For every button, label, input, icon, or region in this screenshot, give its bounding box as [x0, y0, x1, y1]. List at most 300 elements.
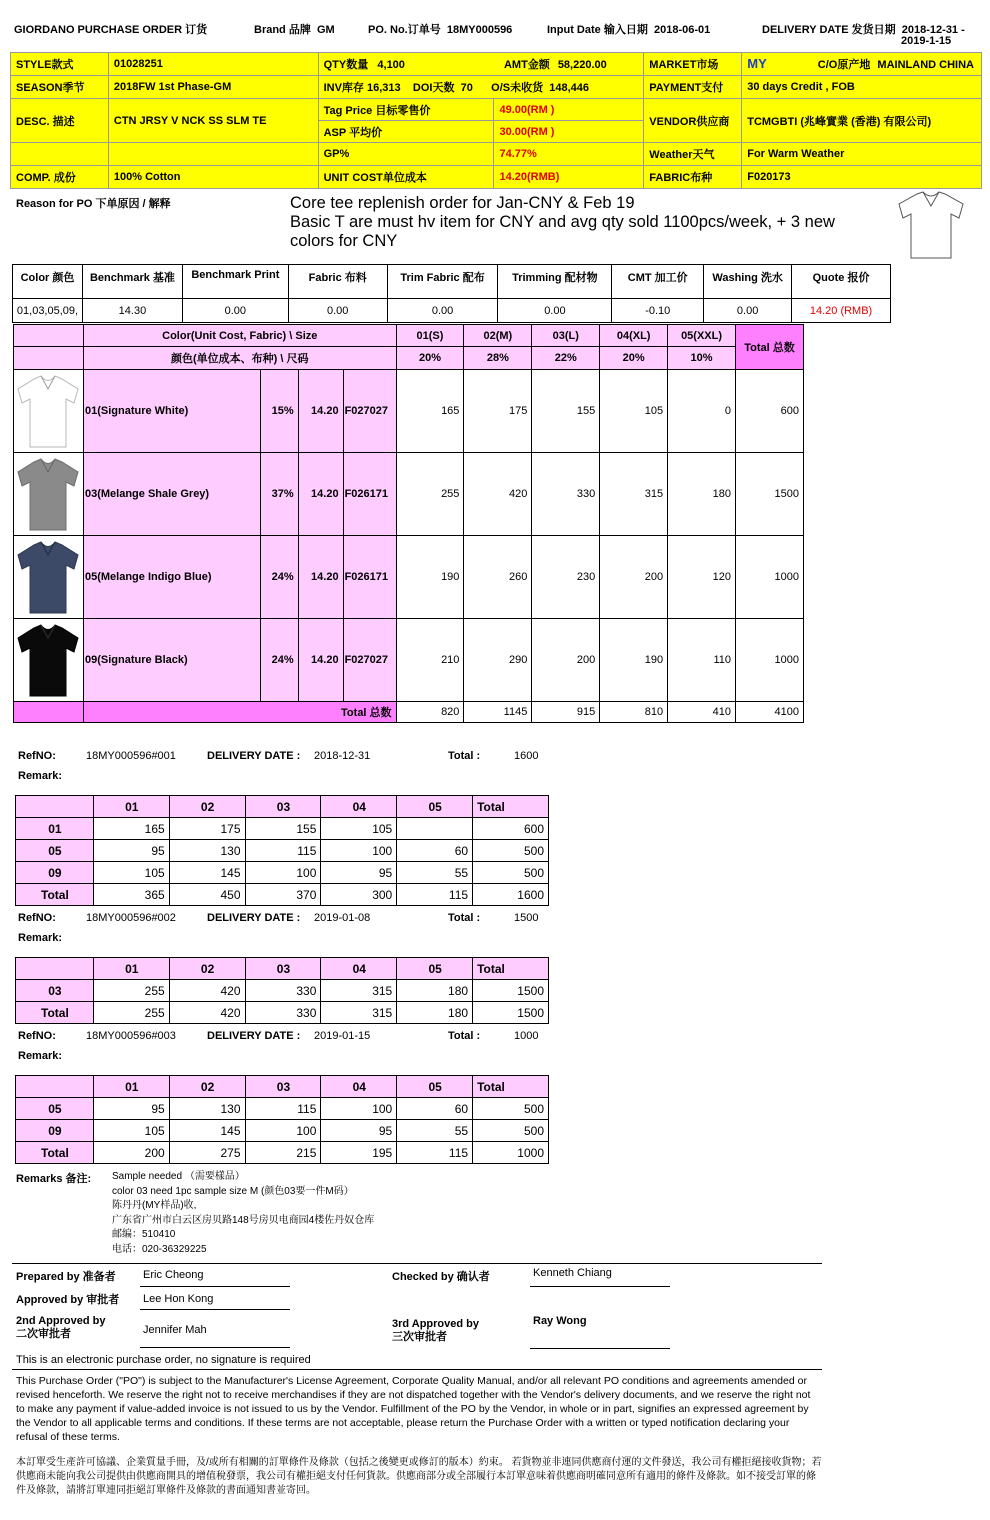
sum-cell: 115 — [397, 1142, 473, 1164]
reason-line: Core tee replenish order for Jan-CNY & Feb 19 — [290, 194, 635, 212]
grand-total: 1600 — [473, 884, 549, 906]
bench-header: Benchmark 基准 — [82, 265, 182, 299]
totals-row — [16, 1002, 549, 1024]
delivery-date-label: DELIVERY DATE 发货日期 — [762, 24, 896, 36]
color-fabric: F027027 — [343, 370, 396, 453]
tag-price-label: Tag Price 目标零售价 — [318, 99, 494, 121]
benchmark-table — [12, 264, 891, 323]
second-approval-label — [16, 1315, 105, 1341]
qty-cell: 165 — [93, 818, 169, 840]
asp-value: 30.00(RM ) — [494, 121, 644, 143]
qty-cell: 175 — [169, 818, 245, 840]
col-header: 05 — [397, 1076, 473, 1098]
bench-value: 0.00 — [387, 299, 498, 323]
table-row — [16, 862, 549, 884]
second-approval-label-zh: 二次审批者 — [16, 1328, 71, 1340]
sum-cell: 255 — [93, 1002, 169, 1024]
third-approval-name: Ray Wong — [530, 1315, 670, 1349]
delivery-table — [15, 1075, 549, 1164]
blank-cell — [16, 958, 94, 980]
refno-value: 18MY000596#001 — [86, 750, 176, 762]
row-total: 600 — [473, 818, 549, 840]
qty-cell: 105 — [93, 862, 169, 884]
qty-cell: 165 — [396, 370, 464, 453]
weather-value: For Warm Weather — [742, 143, 982, 166]
reason-label: Reason for PO 下单原因 / 解释 — [16, 198, 171, 210]
sum-cell: 315 — [321, 1002, 397, 1024]
qty-cell: 260 — [464, 536, 532, 619]
sum-cell: 820 — [396, 702, 464, 723]
qty-cell: 100 — [321, 840, 397, 862]
po-title: GIORDANO PURCHASE ORDER 订货 — [14, 24, 208, 36]
size-ratio: 28% — [464, 347, 532, 370]
row-total: 1000 — [736, 536, 804, 619]
desc-value: CTN JRSY V NCK SS SLM TE — [108, 99, 318, 143]
col-header: 05 — [397, 958, 473, 980]
sum-cell: 215 — [245, 1142, 321, 1164]
asp-label: ASP 平均价 — [318, 121, 494, 143]
refno-value: 18MY000596#002 — [86, 912, 176, 924]
season-value: 2018FW 1st Phase-GM — [108, 76, 318, 99]
qty-cell: 155 — [532, 370, 600, 453]
divider — [12, 1369, 822, 1370]
bench-header: Color 颜色 — [13, 265, 83, 299]
delivery-value: 2019-01-15 — [314, 1030, 371, 1042]
qty-cell: 115 — [245, 840, 321, 862]
bench-header: Quote 报价 — [792, 265, 891, 299]
qty-value: 4,100 — [377, 59, 405, 71]
bench-header: CMT 加工价 — [612, 265, 704, 299]
approved-label: Approved by 审批者 — [16, 1294, 120, 1306]
col-header: 04 — [321, 1076, 397, 1098]
swatch-cell — [14, 370, 84, 453]
qty-cell: 175 — [464, 370, 532, 453]
qty-cell: 255 — [396, 453, 464, 536]
qty-cell: 110 — [668, 619, 736, 702]
remarks-label: Remarks 备注: — [16, 1173, 92, 1185]
qty-cell: 190 — [396, 536, 464, 619]
input-date-value: 2018-06-01 — [653, 24, 711, 36]
sum-cell: 1145 — [464, 702, 532, 723]
row-total: 500 — [473, 840, 549, 862]
total-label: Total : — [448, 1030, 481, 1042]
row-header: 01 — [16, 818, 94, 840]
qty-cell: 100 — [245, 862, 321, 884]
delivery-date-end: 2019-1-15 — [901, 35, 952, 47]
col-header: 03 — [245, 1076, 321, 1098]
color-fabric: F027027 — [343, 619, 396, 702]
remark-line: 陈丹丹(MY样品)收, — [112, 1200, 197, 1211]
qty-cell: 95 — [93, 1098, 169, 1120]
col-header: 01 — [93, 1076, 169, 1098]
col-header: 05 — [397, 796, 473, 818]
table-row — [14, 619, 804, 702]
doi-value: 70 — [460, 82, 473, 94]
qty-cell: 60 — [397, 1098, 473, 1120]
size-header: 05(XXL) — [668, 325, 736, 347]
qty-cell: 120 — [668, 536, 736, 619]
qty-cell: 55 — [397, 1120, 473, 1142]
bench-header: Benchmark Print — [182, 265, 288, 299]
blank-cell — [14, 325, 84, 347]
color-fabric: F026171 — [343, 536, 396, 619]
size-ratio: 22% — [532, 347, 600, 370]
row-header: 05 — [16, 1098, 94, 1120]
vendor-value: TCMGBTI (兆峰實業 (香港) 有限公司) — [742, 99, 982, 143]
co-label: C/O原产地 — [817, 59, 871, 71]
sum-cell: 810 — [600, 702, 668, 723]
os-label: O/S未收货 — [491, 82, 544, 94]
size-ratio: 20% — [396, 347, 464, 370]
qty-cell: 315 — [321, 980, 397, 1002]
qty-amt-cell — [318, 53, 644, 76]
row-total: 500 — [473, 862, 549, 884]
remark-line: color 03 need 1pc sample size M (颜色03要一件M码） — [112, 1185, 354, 1197]
amt-value: 58,220.00 — [557, 59, 607, 71]
fabric-label: FABRIC布种 — [644, 166, 742, 189]
color-name: 01(Signature White) — [83, 370, 260, 453]
qty-label: QTY数量 — [323, 59, 369, 71]
qty-cell: 210 — [396, 619, 464, 702]
delivery-value: 2019-01-08 — [314, 912, 371, 924]
row-header-total: Total — [16, 1002, 94, 1024]
qty-cell: 145 — [169, 1120, 245, 1142]
tshirt-indigo-icon — [14, 537, 82, 617]
color-name: 05(Melange Indigo Blue) — [83, 536, 260, 619]
tshirt-sketch-icon — [893, 188, 969, 262]
col-header: 01 — [93, 958, 169, 980]
qty-cell: 60 — [397, 840, 473, 862]
size-header-en: Color(Unit Cost, Fabric) \ Size — [83, 325, 396, 347]
qty-cell: 180 — [668, 453, 736, 536]
qty-cell: 230 — [532, 536, 600, 619]
color-cost: 14.20 — [298, 370, 343, 453]
size-header-zh: 颜色(单位成本、布种) \ 尺码 — [83, 347, 396, 370]
sum-cell: 365 — [93, 884, 169, 906]
refno-label: RefNO: — [18, 912, 56, 924]
total-value: 1000 — [514, 1030, 539, 1042]
delivery-label: DELIVERY DATE : — [207, 1030, 301, 1042]
col-header: 02 — [169, 1076, 245, 1098]
remark-line: 广东省广州市白云区房贝路148号房贝电商园4楼佐丹奴仓库 — [112, 1214, 375, 1226]
total-label: Total : — [448, 912, 481, 924]
bench-value: 01,03,05,09, — [13, 299, 83, 323]
sum-cell: 450 — [169, 884, 245, 906]
po-number-value: 18MY000596 — [446, 24, 513, 36]
inv-doi-os-cell — [318, 76, 644, 99]
qty-cell: 290 — [464, 619, 532, 702]
size-header: 04(XL) — [600, 325, 668, 347]
delivery-table — [15, 795, 549, 906]
remark-label: Remark: — [18, 1050, 63, 1062]
table-row — [16, 1098, 549, 1120]
tshirt-grey-icon — [14, 454, 82, 534]
swatch-cell — [14, 453, 84, 536]
qty-cell: 95 — [93, 840, 169, 862]
qty-cell: 420 — [169, 980, 245, 1002]
checked-label: Checked by 确认者 — [392, 1271, 490, 1283]
refno-value: 18MY000596#003 — [86, 1030, 176, 1042]
qty-cell: 420 — [464, 453, 532, 536]
electronic-note: This is an electronic purchase order, no signature is required — [16, 1354, 311, 1366]
total-label: Total : — [448, 750, 481, 762]
size-ratio: 10% — [668, 347, 736, 370]
brand-label: Brand 品牌 — [254, 24, 311, 36]
row-total: 600 — [736, 370, 804, 453]
sum-cell: 195 — [321, 1142, 397, 1164]
table-row — [14, 536, 804, 619]
brand-value: GM — [316, 24, 335, 36]
qty-cell: 105 — [600, 370, 668, 453]
qty-cell: 330 — [245, 980, 321, 1002]
qty-cell: 200 — [600, 536, 668, 619]
sum-cell: 275 — [169, 1142, 245, 1164]
remark-line: 电话：020-36329225 — [112, 1243, 207, 1255]
total-value: 1600 — [514, 750, 539, 762]
col-header: 01 — [93, 796, 169, 818]
qty-cell: 180 — [397, 980, 473, 1002]
qty-cell: 55 — [397, 862, 473, 884]
po-number-field — [368, 21, 512, 37]
qty-cell: 95 — [321, 1120, 397, 1142]
qty-cell: 100 — [321, 1098, 397, 1120]
input-date-label: Input Date 输入日期 — [547, 24, 648, 36]
sum-cell: 115 — [397, 884, 473, 906]
info-table — [10, 52, 982, 189]
qty-cell — [397, 818, 473, 840]
color-pct: 24% — [260, 536, 298, 619]
qty-cell: 0 — [668, 370, 736, 453]
sum-cell: 370 — [245, 884, 321, 906]
qty-cell: 330 — [532, 453, 600, 536]
approved-name: Lee Hon Kong — [140, 1293, 290, 1310]
row-header: 05 — [16, 840, 94, 862]
input-date-field — [547, 21, 710, 37]
qty-cell: 255 — [93, 980, 169, 1002]
qty-cell: 190 — [600, 619, 668, 702]
delivery-label: DELIVERY DATE : — [207, 750, 301, 762]
table-row — [16, 818, 549, 840]
legal-text-zh: 本訂單受生產許可協議、企業質量手冊，及/或所有相關的訂單條件及條款（包括之後變更或修訂的版本）約束。 若貨物並非連同供應商付運的文件發送，我公司有權拒絕接收貨物；若供應商未能向我公司提供由供應商開具的增值稅發票，我公司有權拒絕支付任何貨款。供應商部分或全部履行本訂單意味着供應商明確同意所有適用的條件及條款。如不接受訂單的條件及條款，請將訂單連同拒絕訂單條件及條款的書面通知書並寄回。 — [16, 1457, 822, 1496]
amt-label: AMT金额 — [503, 59, 550, 71]
third-approval-label-zh: 三次审批者 — [392, 1331, 447, 1343]
blank-cell — [14, 702, 84, 723]
market-value: MY — [747, 56, 767, 71]
refno-label: RefNO: — [18, 1030, 56, 1042]
qty-cell: 145 — [169, 862, 245, 884]
delivery-ref-line — [18, 912, 539, 924]
co-value: MAINLAND CHINA — [877, 59, 974, 71]
sum-cell: 180 — [397, 1002, 473, 1024]
tshirt-black-icon — [14, 620, 82, 700]
blank-cell — [11, 143, 109, 166]
row-total: 500 — [473, 1098, 549, 1120]
bench-header: Washing 洗水 — [704, 265, 792, 299]
payment-label: PAYMENT支付 — [644, 76, 742, 99]
os-value: 148,446 — [549, 82, 590, 94]
qty-cell: 95 — [321, 862, 397, 884]
bench-value: 0.00 — [498, 299, 612, 323]
grand-total: 4100 — [736, 702, 804, 723]
bench-value: 0.00 — [182, 299, 288, 323]
delivery-label: DELIVERY DATE : — [207, 912, 301, 924]
unit-cost-value: 14.20(RMB) — [494, 166, 644, 189]
sum-cell: 410 — [668, 702, 736, 723]
second-approval-name: Jennifer Mah — [140, 1324, 290, 1348]
color-cost: 14.20 — [298, 619, 343, 702]
table-row — [16, 840, 549, 862]
sum-cell: 330 — [245, 1002, 321, 1024]
bench-header: Trimming 配材物 — [498, 265, 612, 299]
col-header: 02 — [169, 958, 245, 980]
bench-value: 0.00 — [288, 299, 387, 323]
col-header: 02 — [169, 796, 245, 818]
season-label: SEASON季节 — [11, 76, 109, 99]
sum-cell: 200 — [93, 1142, 169, 1164]
color-pct: 37% — [260, 453, 298, 536]
row-total: 1000 — [736, 619, 804, 702]
row-total: 1500 — [473, 980, 549, 1002]
qty-cell: 155 — [245, 818, 321, 840]
size-header: 03(L) — [532, 325, 600, 347]
table-row — [14, 453, 804, 536]
qty-cell: 105 — [321, 818, 397, 840]
col-header: 03 — [245, 958, 321, 980]
grand-total: 1000 — [473, 1142, 549, 1164]
second-approval-label-en: 2nd Approved by — [16, 1315, 106, 1327]
sum-cell: 915 — [532, 702, 600, 723]
remark-line: 邮编：510410 — [112, 1229, 176, 1240]
col-header-total: Total — [473, 796, 549, 818]
size-header: 02(M) — [464, 325, 532, 347]
size-color-table — [13, 324, 804, 723]
qty-cell: 315 — [600, 453, 668, 536]
blank-cell — [108, 143, 318, 166]
qty-cell: 100 — [245, 1120, 321, 1142]
gp-value: 74.77% — [494, 143, 644, 166]
bench-header: Fabric 布料 — [288, 265, 387, 299]
reason-line: Basic T are must hv item for CNY and avg qty sold 1100pcs/week, + 3 new — [290, 213, 835, 231]
color-cost: 14.20 — [298, 453, 343, 536]
bench-value: 14.30 — [82, 299, 182, 323]
fabric-value: F020173 — [742, 166, 982, 189]
unit-cost-label: UNIT COST单位成本 — [318, 166, 494, 189]
size-ratio: 20% — [600, 347, 668, 370]
row-total: 500 — [473, 1120, 549, 1142]
prepared-name: Eric Cheong — [140, 1269, 290, 1287]
col-header-total: Total — [473, 958, 549, 980]
qty-cell: 130 — [169, 1098, 245, 1120]
remark-label: Remark: — [18, 932, 63, 944]
total-value: 1500 — [514, 912, 539, 924]
refno-label: RefNO: — [18, 750, 56, 762]
bench-value: -0.10 — [612, 299, 704, 323]
tag-price-value: 49.00(RM ) — [494, 99, 644, 121]
qty-cell: 105 — [93, 1120, 169, 1142]
totals-row — [16, 884, 549, 906]
qty-cell: 130 — [169, 840, 245, 862]
table-row — [14, 370, 804, 453]
reason-text — [290, 194, 835, 251]
legal-text-en: This Purchase Order ("PO") is subject to the Manufacturer's License Agreement, Corporate Quality Manual, and/or all relevant PO conditions and agreements amended or revised henceforth. We reserve the right not to receive merchandises if they are not dispatched together with the Vendor's delivery documents, and we reserve the right not to make any payment if value-added invoice is not issued to us by the Vendor. Fulfillment of the PO by the Vendor, in whole or in part, signifies an expressed agreement by the Vendor to all applicable terms and conditions. If these terms are not acceptable, please return the Purchase Order with a written or typed notification declaring your refusal of these terms. — [16, 1375, 811, 1443]
blank-cell — [16, 796, 94, 818]
bench-value: 0.00 — [704, 299, 792, 323]
divider — [12, 1263, 822, 1264]
size-header: 01(S) — [396, 325, 464, 347]
market-label: MARKET市场 — [644, 53, 742, 76]
blank-cell — [14, 347, 84, 370]
inv-value: 16,313 — [367, 82, 401, 94]
brand-field — [254, 21, 335, 37]
po-number-label: PO. No.订单号 — [368, 24, 441, 36]
col-header-total: Total — [473, 1076, 549, 1098]
color-cost: 14.20 — [298, 536, 343, 619]
style-value: 01028251 — [108, 53, 318, 76]
totals-row — [14, 702, 804, 723]
total-header: Total 总数 — [736, 325, 804, 370]
desc-label: DESC. 描述 — [11, 99, 109, 143]
style-label: STYLE款式 — [11, 53, 109, 76]
color-name: 03(Melange Shale Grey) — [83, 453, 260, 536]
row-header: 03 — [16, 980, 94, 1002]
payment-value: 30 days Credit , FOB — [742, 76, 982, 99]
color-pct: 24% — [260, 619, 298, 702]
row-header: 09 — [16, 1120, 94, 1142]
qty-cell: 115 — [245, 1098, 321, 1120]
comp-value: 100% Cotton — [108, 166, 318, 189]
gp-label: GP% — [318, 143, 494, 166]
delivery-ref-line — [18, 1030, 539, 1042]
prepared-label: Prepared by 准备者 — [16, 1271, 116, 1283]
col-header: 04 — [321, 796, 397, 818]
inv-label: INV库存 — [323, 82, 364, 94]
doi-label: DOI天数 — [412, 82, 455, 94]
delivery-value: 2018-12-31 — [314, 750, 371, 762]
sum-cell: 420 — [169, 1002, 245, 1024]
color-fabric: F026171 — [343, 453, 396, 536]
third-approval-label — [392, 1318, 479, 1344]
remark-label: Remark: — [18, 770, 63, 782]
row-header: 09 — [16, 862, 94, 884]
table-row — [16, 1120, 549, 1142]
qty-cell: 200 — [532, 619, 600, 702]
col-header: 03 — [245, 796, 321, 818]
remarks-text — [112, 1170, 374, 1257]
sum-label: Total 总数 — [83, 702, 396, 723]
grand-total: 1500 — [473, 1002, 549, 1024]
tshirt-white-icon — [14, 371, 82, 451]
delivery-table — [15, 957, 549, 1024]
table-row — [16, 980, 549, 1002]
weather-label: Weather天气 — [644, 143, 742, 166]
checked-name: Kenneth Chiang — [530, 1267, 670, 1287]
bench-header: Trim Fabric 配布 — [387, 265, 498, 299]
quote-value: 14.20 (RMB) — [792, 299, 891, 323]
delivery-ref-line — [18, 750, 539, 762]
swatch-cell — [14, 619, 84, 702]
swatch-cell — [14, 536, 84, 619]
color-pct: 15% — [260, 370, 298, 453]
row-total: 1500 — [736, 453, 804, 536]
vendor-label: VENDOR供应商 — [644, 99, 742, 143]
reason-line: colors for CNY — [290, 232, 398, 250]
color-name: 09(Signature Black) — [83, 619, 260, 702]
blank-cell — [16, 1076, 94, 1098]
remark-line: Sample needed （需要樣品） — [112, 1171, 245, 1182]
sum-cell: 300 — [321, 884, 397, 906]
col-header: 04 — [321, 958, 397, 980]
row-header-total: Total — [16, 1142, 94, 1164]
